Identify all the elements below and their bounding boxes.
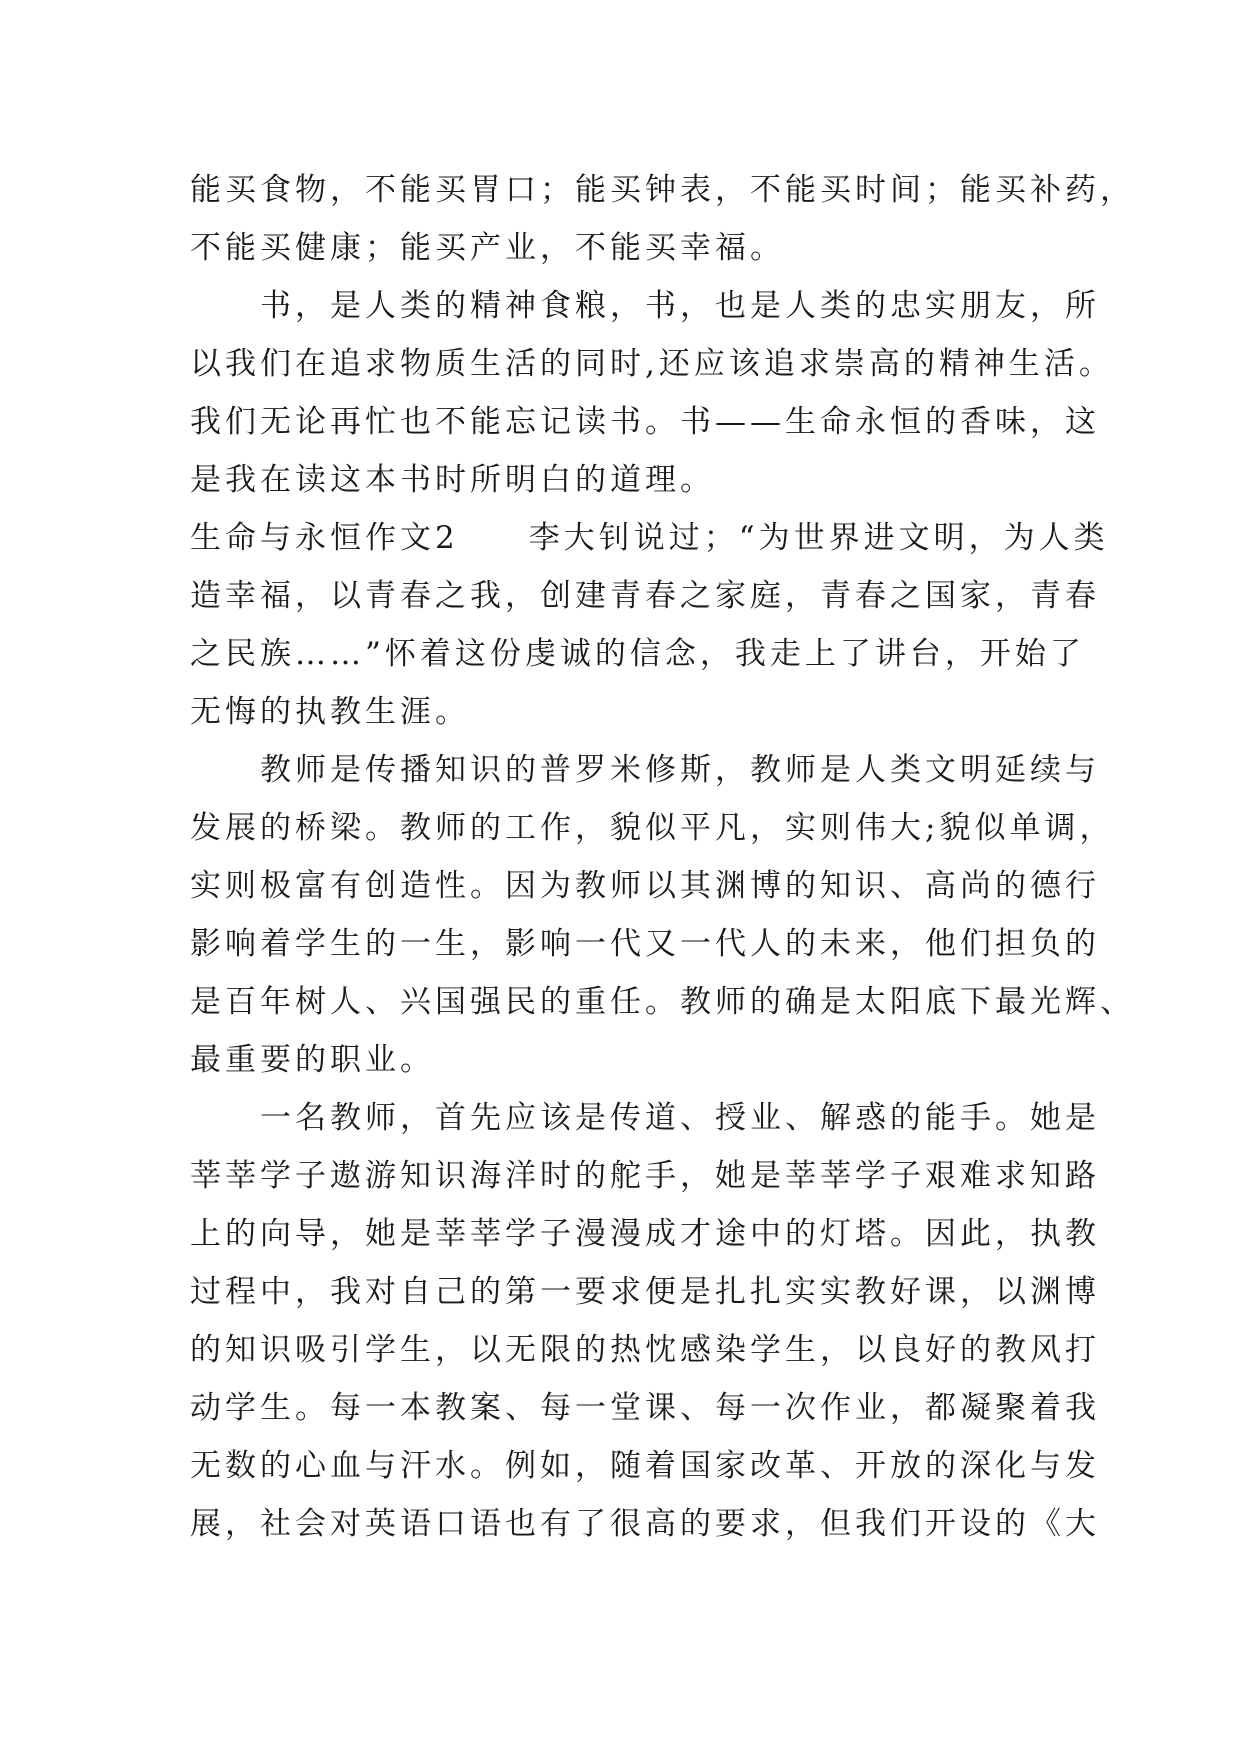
text-line: 以我们在追求物质生活的同时,还应该追求崇高的精神生活。 <box>190 346 1114 382</box>
text-line: 是百年树人、兴国强民的重任。教师的确是太阳底下最光辉、 <box>190 984 1135 1020</box>
text-line: 最重要的职业。 <box>190 1042 435 1078</box>
text-line: 书，是人类的精神食粮，书，也是人类的忠实朋友，所 <box>190 288 1100 324</box>
text-line: 造幸福，以青春之我，创建青春之家庭，青春之国家，青春 <box>190 578 1100 614</box>
text-line: 教师是传播知识的普罗米修斯，教师是人类文明延续与 <box>190 752 1100 788</box>
text-line: 发展的桥梁。教师的工作，貌似平凡，实则伟大;貌似单调， <box>190 810 1115 846</box>
text-line: 影响着学生的一生，影响一代又一代人的未来，他们担负的 <box>190 926 1100 962</box>
text-line: 是我在读这本书时所明白的道理。 <box>190 462 715 498</box>
text-line: 之民族……”怀着这份虔诚的信念，我走上了讲台，开始了 <box>190 636 1085 672</box>
text-line: 实则极富有创造性。因为教师以其渊博的知识、高尚的德行 <box>190 868 1100 904</box>
text-line: 动学生。每一本教案、每一堂课、每一次作业，都凝聚着我 <box>190 1390 1100 1426</box>
text-line: 展，社会对英语口语也有了很高的要求，但我们开设的《大 <box>190 1506 1100 1542</box>
text-line: 能买食物，不能买胃口；能买钟表，不能买时间；能买补药， <box>190 172 1135 208</box>
text-line: 不能买健康；能买产业，不能买幸福。 <box>190 230 785 266</box>
text-line: 无悔的执教生涯。 <box>190 694 470 730</box>
text-line: 我们无论再忙也不能忘记读书。书——生命永恒的香味，这 <box>190 404 1100 440</box>
text-line: 无数的心血与汗水。例如，随着国家改革、开放的深化与发 <box>190 1448 1100 1484</box>
text-line: 莘莘学子遨游知识海洋时的舵手，她是莘莘学子艰难求知路 <box>190 1158 1100 1194</box>
text-line: 过程中，我对自己的第一要求便是扎扎实实教好课，以渊博 <box>190 1274 1100 1310</box>
text-line: 上的向导，她是莘莘学子漫漫成才途中的灯塔。因此，执教 <box>190 1216 1100 1252</box>
text-line: 一名教师，首先应该是传道、授业、解惑的能手。她是 <box>190 1100 1100 1136</box>
text-line: 生命与永恒作文2 李大钊说过；“为世界进文明，为人类 <box>190 520 1109 556</box>
text-line: 的知识吸引学生，以无限的热忱感染学生，以良好的教风打 <box>190 1332 1100 1368</box>
